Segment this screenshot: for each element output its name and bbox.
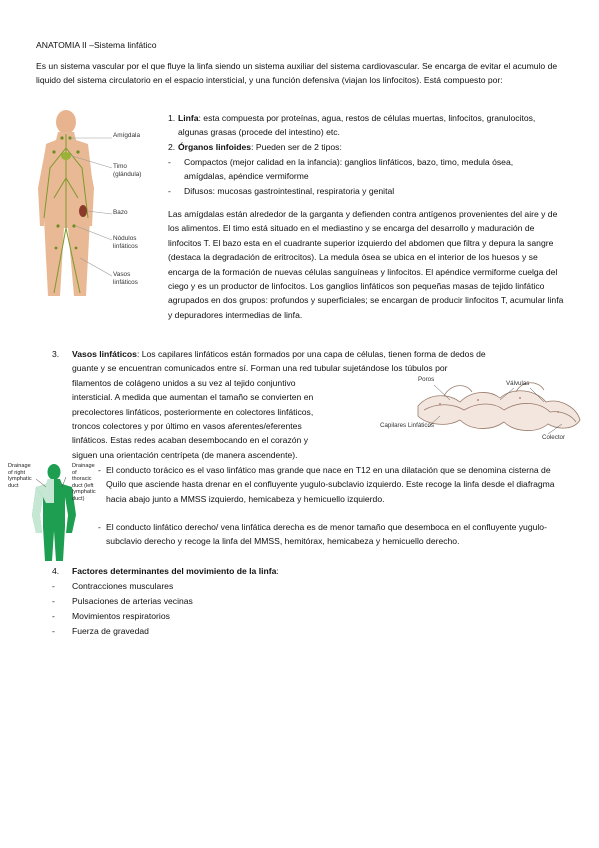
factor-2: Pulsaciones de arterias vecinas <box>72 596 193 606</box>
figure-label-poros: Poros <box>418 376 435 383</box>
item-3-line-5: precolectores linfáticos, posteriormente en colectores linfáticos, <box>72 406 314 417</box>
item-2-bullet-2-mark: - <box>168 186 171 196</box>
figure-label-capilares: Capilares Linfáticos <box>380 422 434 429</box>
drainage-left-line-2: of <box>72 469 77 476</box>
item-3-line-2: guante y se encuentran comunicados entre sí. Forman una red tubular sujetándose los túbulos por <box>72 363 448 374</box>
factor-3-mark: - <box>52 611 55 621</box>
item-3-line-7: linfáticos. Estas redes acaban desembocando en el corazón y <box>72 435 308 446</box>
item-2-text: : Pueden ser de 2 tipos: <box>251 142 342 152</box>
drainage-left-line-5: lymphatic <box>72 489 96 496</box>
item-4-text: : <box>276 566 279 576</box>
factor-1: Contracciones musculares <box>72 581 174 591</box>
item-3-line-8: siguen una orientación centrípeta (de manera ascendente). <box>72 449 298 460</box>
lymphatic-drainage-figure <box>8 463 102 563</box>
item-2-organos <box>178 140 558 154</box>
figure-label-nodulos: Nódulos linfáticos <box>113 235 138 250</box>
figure-label-timo: Timo (glándula) <box>113 163 142 178</box>
drainage-right-line-2: of right <box>8 469 26 476</box>
drainage-right-line-4: duct <box>8 482 19 489</box>
item-3-number: 3. <box>52 349 60 359</box>
lymphatic-system-figure <box>36 108 158 298</box>
item-1-text: : esta compuesta por proteínas, agua, restos de células muertas, linfocitos, granulocitos, algunas grasas (procede del intestino) etc. <box>178 113 536 138</box>
item-1-number: 1. <box>168 113 176 123</box>
figure-label-colector: Colector <box>542 434 566 441</box>
item-3-term: Vasos linfáticos <box>72 349 137 359</box>
item-4-term: Factores determinantes del movimiento de la linfa <box>72 566 277 576</box>
item-1-linfa <box>178 111 558 140</box>
item-3-line-1: : Los capilares linfáticos están formados por una capa de células, tienen forma de dedos de <box>136 349 486 359</box>
item-1-term: Linfa <box>178 113 199 123</box>
figure-label-bazo: Bazo <box>113 209 128 216</box>
factor-2-mark: - <box>52 596 55 606</box>
duct-bullet-thoracic: El conducto torácico es el vaso linfático mas grande que nace en T12 en una dilatación que se denomina cisterna de Quilo que asciende hasta drenar en el confluyente yugulo-subclavio izquierdo. Este recoge la linfa desde el diafragma hacia abajo junto a MMSS izquierdo, hemicabeza y hemicuello izquierdo. <box>106 465 555 504</box>
duct-bullet-2-mark: - <box>98 522 101 532</box>
item-3-line-3: filamentos de colágeno unidos a su vez al tejido conjuntivo <box>72 377 296 388</box>
factor-4: Fuerza de gravedad <box>72 626 149 636</box>
item-2-number: 2. <box>168 142 176 152</box>
drainage-right-line-3: lymphatic <box>8 476 32 483</box>
duct-bullet-right: El conducto linfático derecho/ vena linfática derecha es de menor tamaño que desemboca en el confluyente yugulo-subclavio derecho y recoge la linfa del MMSS, hemitórax, hemicabeza y hemicuello derecho. <box>106 522 547 547</box>
page-title: ANATOMIA II –Sistema linfático <box>36 40 157 50</box>
drainage-left-line-3: thoracic <box>72 476 92 483</box>
drainage-left-line-1: Drainage <box>72 463 95 469</box>
drainage-left-line-4: duct (left <box>72 482 94 489</box>
factor-3: Movimientos respiratorios <box>72 611 170 621</box>
factor-4-mark: - <box>52 626 55 636</box>
item-3-line-4: intersticial. A medida que aumentan el tamaño se convierten en <box>72 392 314 403</box>
figure-label-amigdala: Amígdala <box>113 132 140 139</box>
figure-label-vasos: Vasos linfáticos <box>113 271 138 286</box>
figure-label-valvulas: Válvulas <box>506 380 530 387</box>
factor-1-mark: - <box>52 581 55 591</box>
drainage-right-label <box>8 463 38 489</box>
item-2-bullet-1: Compactos (mejor calidad en la infancia): ganglios linfáticos, bazo, timo, medula ósea, amígdalas, apéndice vermiforme <box>184 157 514 182</box>
lymphatic-capillaries-figure <box>380 372 590 444</box>
item-2-bullet-2: Difusos: mucosas gastrointestinal, respiratoria y genital <box>184 186 395 196</box>
item-2-bullet-1-mark: - <box>168 157 171 167</box>
drainage-right-line-1: Drainage <box>8 463 31 469</box>
item-3-line-6: troncos colectores y por último en vasos aferentes/eferentes <box>72 421 302 432</box>
intro-paragraph: Es un sistema vascular por el que fluye la linfa siendo un sistema auxiliar del sistema cardiovascular. Se encarga de evitar el acumulo de liquido del sistema circulatorio en el espacio intersticial, y una función defensiva (viajan los linfocitos). Está compuesto por: <box>36 61 558 86</box>
duct-bullet-1-mark: - <box>98 465 101 475</box>
item-4-number: 4. <box>52 566 60 576</box>
item-2-term: Órganos linfoides <box>178 142 252 152</box>
organs-paragraph: Las amígdalas están alrededor de la garganta y defienden contra antígenos provenientes del aire y de los alimentos. El timo está situado en el mediastino y se encarga del desarrollo y maduración de linfocitos T. El bazo esta en el cuadrante superior izquierdo del abdomen que filtra y depura la sangre (destaca la degradación de eritrocitos). La medula ósea se ubica en el interior de los huesos y se encarga de la formación de nuevas células sanguíneas y linfocitos. El apéndice vermiforme cuelga del ciego y es un productor de linfocitos. Los ganglios linfáticos son pequeñas masas de tejido linfático agrupados en dos grupos: profundos y superficiales; se encargan de producir linfocitos T, acumular linfa y depuradores intermedias de linfa. <box>168 209 564 320</box>
drainage-left-line-6: duct) <box>72 495 85 502</box>
item-4-factores <box>72 564 552 578</box>
